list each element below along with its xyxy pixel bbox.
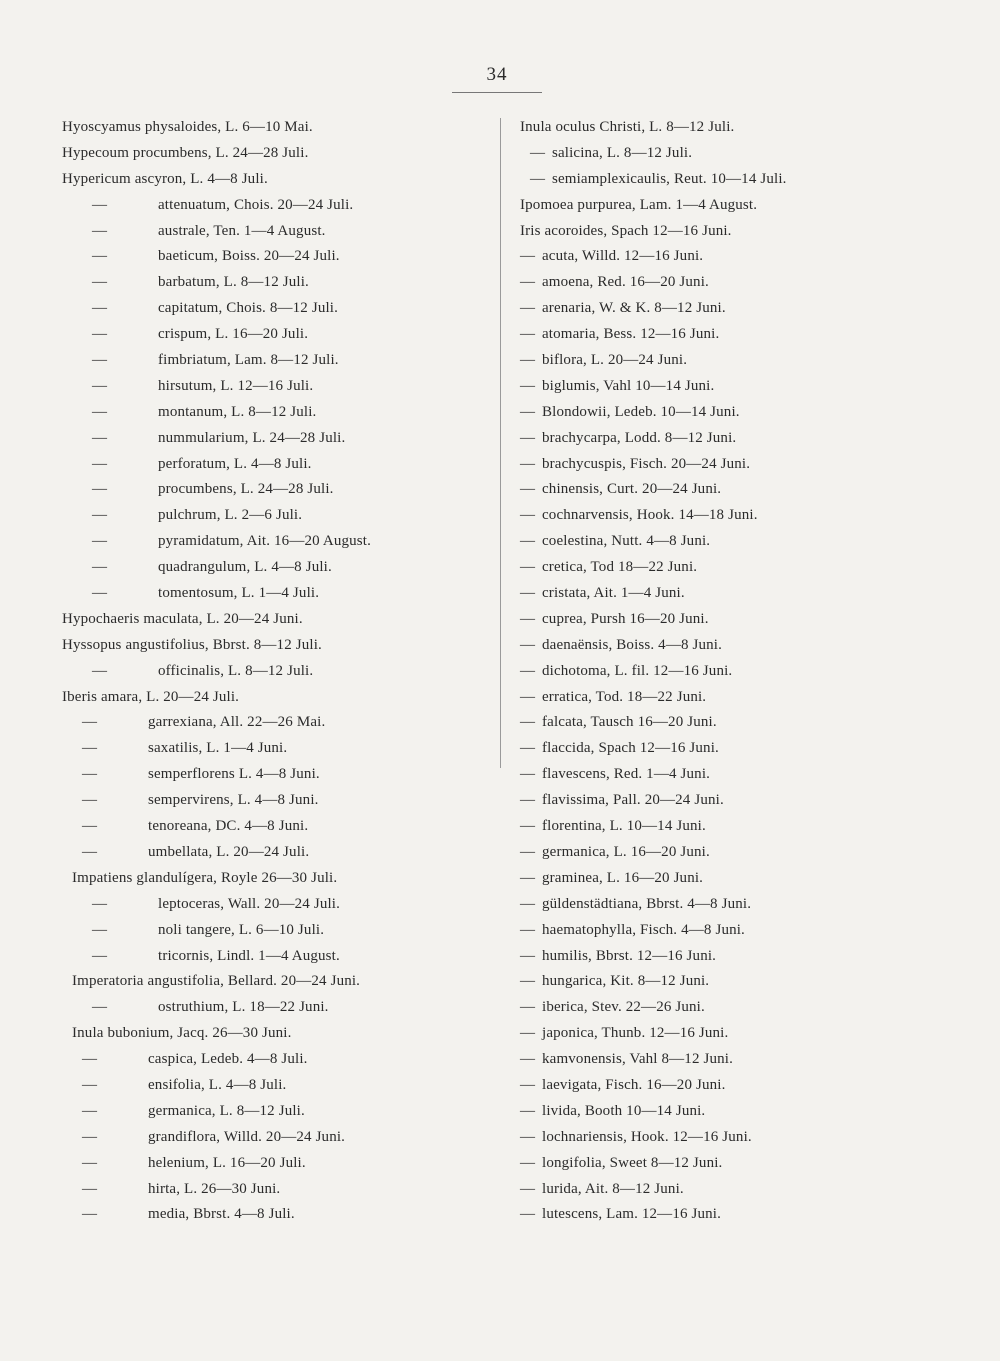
- entry-text: semperflorens L. 4—8 Juni.: [148, 766, 320, 783]
- ditto-dash: —: [520, 869, 536, 886]
- entry-text: germanica, L. 16—20 Juni.: [542, 843, 710, 860]
- ditto-dash: —: [92, 921, 108, 938]
- entry-text: Hypericum ascyron, L. 4—8 Juli.: [62, 170, 268, 187]
- entry-text: biflora, L. 20—24 Juni.: [542, 352, 688, 369]
- ditto-dash: —: [520, 559, 536, 576]
- ditto-dash: —: [520, 610, 536, 627]
- ditto-dash: —: [520, 352, 536, 369]
- ditto-dash: —: [92, 559, 108, 576]
- list-item: [520, 736, 980, 762]
- entry-text: germanica, L. 8—12 Juli.: [148, 1102, 305, 1119]
- list-item: [62, 710, 492, 736]
- list-item: [62, 736, 492, 762]
- list-item: [62, 1073, 492, 1099]
- list-item: [62, 167, 492, 193]
- ditto-dash: —: [520, 999, 536, 1016]
- list-item: [520, 141, 980, 167]
- entry-text: barbatum, L. 8—12 Juli.: [158, 274, 309, 291]
- entry-text: arenaria, W. & K. 8—12 Juni.: [542, 300, 726, 317]
- ditto-dash: —: [520, 1102, 536, 1119]
- entry-text: longifolia, Sweet 8—12 Juni.: [542, 1154, 723, 1171]
- ditto-dash: —: [520, 455, 536, 472]
- entry-text: Imperatoria angustifolia, Bellard. 20—24 Juni.: [72, 973, 361, 990]
- entry-text: salicina, L. 8—12 Juli.: [552, 144, 693, 161]
- list-item: [62, 918, 492, 944]
- ditto-dash: —: [92, 248, 108, 265]
- list-item: [62, 866, 492, 892]
- entry-text: Inula bubonium, Jacq. 26—30 Juni.: [72, 1025, 292, 1042]
- list-item: [520, 1099, 980, 1125]
- entry-text: baeticum, Boiss. 20—24 Juli.: [158, 248, 340, 265]
- entry-text: hirsutum, L. 12—16 Juli.: [158, 377, 314, 394]
- ditto-dash: —: [92, 947, 108, 964]
- list-item: [520, 1073, 980, 1099]
- entry-text: fimbriatum, Lam. 8—12 Juli.: [158, 352, 339, 369]
- ditto-dash: —: [530, 170, 546, 187]
- list-item: [62, 219, 492, 245]
- ditto-dash: —: [520, 973, 536, 990]
- list-item: [520, 1125, 980, 1151]
- right-column: [520, 115, 980, 1228]
- ditto-dash: —: [92, 895, 108, 912]
- ditto-dash: —: [92, 481, 108, 498]
- entry-text: pyramidatum, Ait. 16—20 August.: [158, 533, 371, 550]
- entry-text: florentina, L. 10—14 Juni.: [542, 818, 706, 835]
- entry-text: cretica, Tod 18—22 Juni.: [542, 559, 698, 576]
- list-item: [62, 788, 492, 814]
- ditto-dash: —: [520, 429, 536, 446]
- ditto-dash: —: [92, 274, 108, 291]
- list-item: [62, 555, 492, 581]
- list-item: [520, 115, 980, 141]
- ditto-dash: —: [520, 248, 536, 265]
- entry-text: tomentosum, L. 1—4 Juli.: [158, 585, 320, 602]
- ditto-dash: —: [520, 1025, 536, 1042]
- ditto-dash: —: [92, 377, 108, 394]
- entry-text: lutescens, Lam. 12—16 Juni.: [542, 1206, 722, 1223]
- list-item: [520, 866, 980, 892]
- entry-text: chinensis, Curt. 20—24 Juni.: [542, 481, 722, 498]
- entry-text: umbellata, L. 20—24 Juli.: [148, 843, 310, 860]
- ditto-dash: —: [520, 274, 536, 291]
- ditto-dash: —: [92, 662, 108, 679]
- ditto-dash: —: [82, 1128, 98, 1145]
- entry-text: grandiflora, Willd. 20—24 Juni.: [148, 1128, 346, 1145]
- ditto-dash: —: [520, 1076, 536, 1093]
- list-item: [62, 374, 492, 400]
- list-item: [520, 452, 980, 478]
- list-item: [62, 115, 492, 141]
- ditto-dash: —: [520, 947, 536, 964]
- entry-text: acuta, Willd. 12—16 Juni.: [542, 248, 704, 265]
- list-item: [62, 685, 492, 711]
- entry-text: Ipomoea purpurea, Lam. 1—4 August.: [520, 196, 758, 213]
- list-item: [520, 219, 980, 245]
- entry-text: procumbens, L. 24—28 Juli.: [158, 481, 334, 498]
- ditto-dash: —: [520, 403, 536, 420]
- ditto-dash: —: [92, 999, 108, 1016]
- entry-text: flaccida, Spach 12—16 Juni.: [542, 740, 719, 757]
- list-item: [520, 1047, 980, 1073]
- entry-text: media, Bbrst. 4—8 Juli.: [148, 1206, 295, 1223]
- list-item: [520, 1202, 980, 1228]
- list-item: [520, 167, 980, 193]
- list-item: [520, 659, 980, 685]
- list-item: [520, 762, 980, 788]
- list-item: [62, 1021, 492, 1047]
- list-item: [62, 141, 492, 167]
- list-item: [62, 762, 492, 788]
- entry-text: attenuatum, Chois. 20—24 Juli.: [158, 196, 354, 213]
- ditto-dash: —: [520, 921, 536, 938]
- entry-text: Iberis amara, L. 20—24 Juli.: [62, 688, 240, 705]
- list-item: [62, 193, 492, 219]
- ditto-dash: —: [520, 507, 536, 524]
- ditto-dash: —: [82, 1051, 98, 1068]
- entry-text: japonica, Thunb. 12—16 Juni.: [542, 1025, 729, 1042]
- entry-text: biglumis, Vahl 10—14 Juni.: [542, 377, 715, 394]
- ditto-dash: —: [520, 818, 536, 835]
- ditto-dash: —: [82, 714, 98, 731]
- ditto-dash: —: [82, 843, 98, 860]
- entry-text: caspica, Ledeb. 4—8 Juli.: [148, 1051, 308, 1068]
- entry-text: iberica, Stev. 22—26 Juni.: [542, 999, 705, 1016]
- list-item: [520, 918, 980, 944]
- ditto-dash: —: [82, 818, 98, 835]
- ditto-dash: —: [520, 377, 536, 394]
- column-divider: [500, 118, 501, 768]
- list-item: [62, 1125, 492, 1151]
- entry-text: crispum, L. 16—20 Juli.: [158, 326, 309, 343]
- list-item: [62, 581, 492, 607]
- entry-text: cochnarvensis, Hook. 14—18 Juni.: [542, 507, 758, 524]
- list-item: [520, 788, 980, 814]
- list-item: [520, 244, 980, 270]
- entry-text: saxatilis, L. 1—4 Juni.: [148, 740, 288, 757]
- list-item: [62, 995, 492, 1021]
- list-item: [520, 193, 980, 219]
- list-item: [520, 477, 980, 503]
- entry-text: Hypochaeris maculata, L. 20—24 Juni.: [62, 610, 303, 627]
- list-item: [62, 659, 492, 685]
- entry-text: tenoreana, DC. 4—8 Juni.: [148, 818, 309, 835]
- list-item: [520, 840, 980, 866]
- list-item: [520, 348, 980, 374]
- entry-text: perforatum, L. 4—8 Juli.: [158, 455, 312, 472]
- ditto-dash: —: [82, 1206, 98, 1223]
- header-rule: [452, 92, 542, 93]
- ditto-dash: —: [520, 688, 536, 705]
- list-item: [62, 1151, 492, 1177]
- entry-text: tricornis, Lindl. 1—4 August.: [158, 947, 340, 964]
- ditto-dash: —: [82, 1154, 98, 1171]
- ditto-dash: —: [82, 1102, 98, 1119]
- entry-text: montanum, L. 8—12 Juli.: [158, 403, 317, 420]
- list-item: [62, 477, 492, 503]
- entry-text: graminea, L. 16—20 Juni.: [542, 869, 704, 886]
- entry-text: brachycuspis, Fisch. 20—24 Juni.: [542, 455, 751, 472]
- list-item: [520, 296, 980, 322]
- ditto-dash: —: [520, 1051, 536, 1068]
- entry-text: Hyssopus angustifolius, Bbrst. 8—12 Juli.: [62, 636, 322, 653]
- entry-text: güldenstädtiana, Bbrst. 4—8 Juni.: [542, 895, 752, 912]
- entry-text: kamvonensis, Vahl 8—12 Juni.: [542, 1051, 734, 1068]
- ditto-dash: —: [520, 481, 536, 498]
- entry-text: nummularium, L. 24—28 Juli.: [158, 429, 346, 446]
- list-item: [520, 1151, 980, 1177]
- entry-text: hirta, L. 26—30 Juni.: [148, 1180, 281, 1197]
- ditto-dash: —: [92, 196, 108, 213]
- list-item: [520, 581, 980, 607]
- ditto-dash: —: [82, 1076, 98, 1093]
- entry-text: cuprea, Pursh 16—20 Juni.: [542, 610, 709, 627]
- ditto-dash: —: [92, 429, 108, 446]
- list-item: [520, 426, 980, 452]
- entry-text: erratica, Tod. 18—22 Juni.: [542, 688, 707, 705]
- ditto-dash: —: [520, 300, 536, 317]
- entry-text: leptoceras, Wall. 20—24 Juli.: [158, 895, 340, 912]
- ditto-dash: —: [92, 352, 108, 369]
- list-item: [62, 1202, 492, 1228]
- ditto-dash: —: [92, 455, 108, 472]
- list-item: [520, 503, 980, 529]
- ditto-dash: —: [520, 714, 536, 731]
- entry-text: sempervirens, L. 4—8 Juni.: [148, 792, 319, 809]
- ditto-dash: —: [92, 403, 108, 420]
- entry-text: capitatum, Chois. 8—12 Juli.: [158, 300, 339, 317]
- ditto-dash: —: [92, 585, 108, 602]
- ditto-dash: —: [520, 585, 536, 602]
- list-item: [62, 1177, 492, 1203]
- entry-text: australe, Ten. 1—4 August.: [158, 222, 326, 239]
- entry-text: cristata, Ait. 1—4 Juni.: [542, 585, 685, 602]
- entry-text: atomaria, Bess. 12—16 Juni.: [542, 326, 720, 343]
- ditto-dash: —: [520, 326, 536, 343]
- list-item: [520, 400, 980, 426]
- ditto-dash: —: [82, 766, 98, 783]
- list-item: [62, 633, 492, 659]
- list-item: [62, 503, 492, 529]
- entry-text: coelestina, Nutt. 4—8 Juni.: [542, 533, 711, 550]
- ditto-dash: —: [92, 507, 108, 524]
- entry-text: hungarica, Kit. 8—12 Juni.: [542, 973, 710, 990]
- list-item: [520, 555, 980, 581]
- ditto-dash: —: [530, 144, 546, 161]
- list-item: [520, 270, 980, 296]
- list-item: [62, 1099, 492, 1125]
- ditto-dash: —: [520, 895, 536, 912]
- entry-text: lurida, Ait. 8—12 Juni.: [542, 1180, 684, 1197]
- list-item: [62, 400, 492, 426]
- list-item: [62, 322, 492, 348]
- list-item: [62, 1047, 492, 1073]
- entry-text: dichotoma, L. fil. 12—16 Juni.: [542, 662, 733, 679]
- list-item: [62, 348, 492, 374]
- ditto-dash: —: [92, 326, 108, 343]
- list-item: [520, 374, 980, 400]
- ditto-dash: —: [82, 792, 98, 809]
- ditto-dash: —: [520, 1206, 536, 1223]
- ditto-dash: —: [520, 1180, 536, 1197]
- list-item: [62, 969, 492, 995]
- list-item: [62, 814, 492, 840]
- page-number: 34: [486, 64, 508, 85]
- ditto-dash: —: [520, 662, 536, 679]
- ditto-dash: —: [520, 533, 536, 550]
- entry-text: haematophylla, Fisch. 4—8 Juni.: [542, 921, 745, 938]
- entry-text: officinalis, L. 8—12 Juli.: [158, 662, 314, 679]
- ditto-dash: —: [92, 222, 108, 239]
- entry-text: noli tangere, L. 6—10 Juli.: [158, 921, 325, 938]
- entry-text: Hyoscyamus physaloides, L. 6—10 Mai.: [62, 119, 313, 135]
- ditto-dash: —: [520, 843, 536, 860]
- list-item: [62, 296, 492, 322]
- list-item: [520, 995, 980, 1021]
- entry-text: Hypecoum procumbens, L. 24—28 Juli.: [62, 144, 309, 161]
- entry-text: flavissima, Pall. 20—24 Juni.: [542, 792, 724, 809]
- entry-text: brachycarpa, Lodd. 8—12 Juni.: [542, 429, 737, 446]
- entry-text: livida, Booth 10—14 Juni.: [542, 1102, 706, 1119]
- ditto-dash: —: [82, 740, 98, 757]
- list-item: [520, 969, 980, 995]
- entry-text: laevigata, Fisch. 16—20 Juni.: [542, 1076, 726, 1093]
- list-item: [62, 529, 492, 555]
- ditto-dash: —: [520, 636, 536, 653]
- list-item: [520, 944, 980, 970]
- entry-text: flavescens, Red. 1—4 Juni.: [542, 766, 711, 783]
- ditto-dash: —: [92, 300, 108, 317]
- entry-text: falcata, Tausch 16—20 Juni.: [542, 714, 717, 731]
- entry-text: Blondowii, Ledeb. 10—14 Juni.: [542, 403, 740, 420]
- entry-text: amoena, Red. 16—20 Juni.: [542, 274, 709, 291]
- list-item: [62, 426, 492, 452]
- ditto-dash: —: [520, 766, 536, 783]
- ditto-dash: —: [520, 792, 536, 809]
- list-item: [520, 685, 980, 711]
- ditto-dash: —: [82, 1180, 98, 1197]
- entry-text: garrexiana, All. 22—26 Mai.: [148, 714, 326, 731]
- entry-text: ensifolia, L. 4—8 Juli.: [148, 1076, 287, 1093]
- list-item: [62, 452, 492, 478]
- entry-text: lochnariensis, Hook. 12—16 Juni.: [542, 1128, 752, 1145]
- entry-text: Inula oculus Christi, L. 8—12 Juli.: [520, 119, 735, 135]
- list-item: [520, 892, 980, 918]
- entry-text: pulchrum, L. 2—6 Juli.: [158, 507, 303, 524]
- list-item: [520, 710, 980, 736]
- list-item: [62, 270, 492, 296]
- list-item: [520, 814, 980, 840]
- ditto-dash: —: [520, 1154, 536, 1171]
- list-item: [62, 244, 492, 270]
- ditto-dash: —: [520, 1128, 536, 1145]
- list-item: [520, 529, 980, 555]
- list-item: [520, 322, 980, 348]
- entry-text: humilis, Bbrst. 12—16 Juni.: [542, 947, 717, 964]
- entry-text: helenium, L. 16—20 Juli.: [148, 1154, 306, 1171]
- left-column: [62, 115, 492, 1228]
- list-item: [62, 892, 492, 918]
- entry-text: ostruthium, L. 18—22 Juni.: [158, 999, 329, 1016]
- list-item: [520, 1177, 980, 1203]
- list-item: [62, 607, 492, 633]
- list-item: [520, 633, 980, 659]
- list-item: [520, 607, 980, 633]
- list-item: [62, 944, 492, 970]
- entry-text: Impatiens glandulígera, Royle 26—30 Juli.: [72, 869, 338, 886]
- entry-text: Iris acoroides, Spach 12—16 Juni.: [520, 222, 732, 239]
- list-item: [520, 1021, 980, 1047]
- entry-text: semiamplexicaulis, Reut. 10—14 Juli.: [552, 170, 787, 187]
- ditto-dash: —: [520, 740, 536, 757]
- ditto-dash: —: [92, 533, 108, 550]
- entry-text: daenaënsis, Boiss. 4—8 Juni.: [542, 636, 723, 653]
- list-item: [62, 840, 492, 866]
- entry-text: quadrangulum, L. 4—8 Juli.: [158, 559, 332, 576]
